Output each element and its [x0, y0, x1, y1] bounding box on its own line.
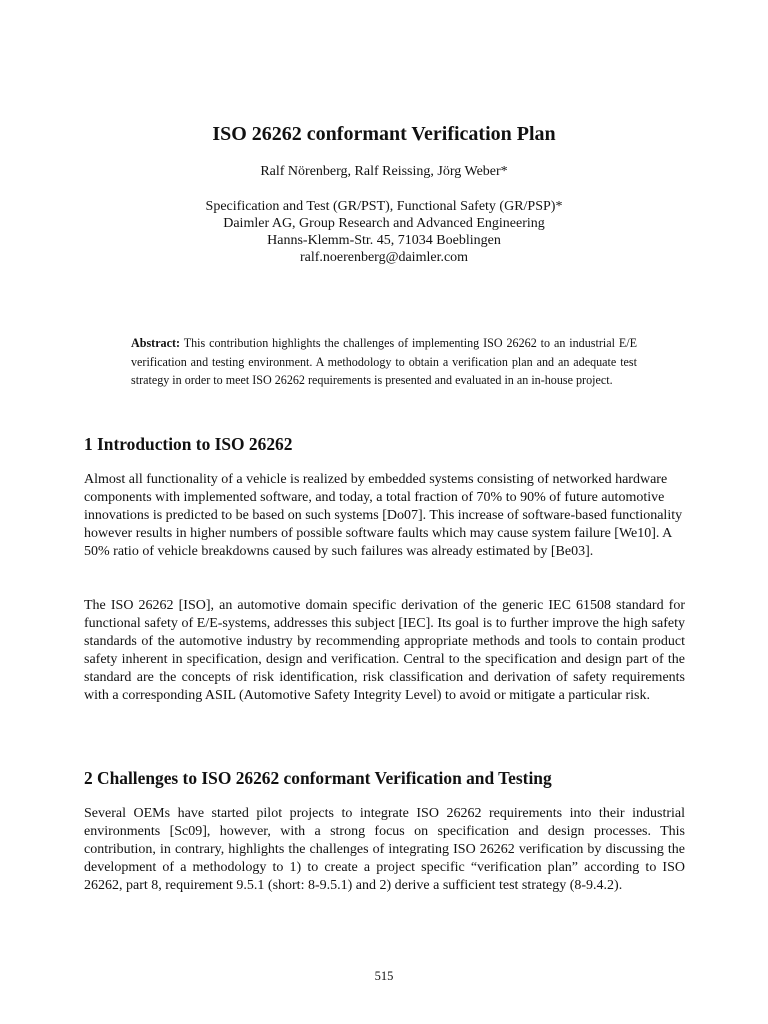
page-number: 515 [374, 969, 394, 983]
affiliation-block [0, 198, 768, 266]
abstract [131, 334, 637, 390]
section-heading-introduction: 1 Introduction to ISO 26262 [84, 434, 293, 454]
section-2-paragraph-1: Several OEMs have started pilot projects to integrate ISO 26262 requirements into their industrial environments [Sc09], however, with a strong focus on specification and design processes. This contribution, in contrary, highlights the challenges of integrating ISO 26262 verification by discussing the development of a methodology to 1) to create a project specific “verification plan” according to ISO 26262, part 8, requirement 9.5.1 (short: 8-9.5.1) and 2) derive a sufficient test strategy (8-9.4.2). [84, 806, 685, 893]
paper-title: ISO 26262 conformant Verification Plan [212, 123, 556, 145]
author-list: Ralf Nörenberg, Ralf Reissing, Jörg Weber* [260, 164, 508, 179]
section-1-paragraph-2: The ISO 26262 [ISO], an automotive domain specific derivation of the generic IEC 61508 standard for functional safety of E/E-systems, addresses this subject [IEC]. Its goal is to further improve the high safety standards of the automotive industry by recommending appropriate methods and tools to contain product safety inherent in specification, design and verification. Central to the specification and design part of the standard are the concepts of risk identification, risk classification and derivation of safety requirements with a corresponding ASIL (Automotive Safety Integrity Level) to avoid or mitigate a particular risk. [84, 598, 685, 703]
section-heading-challenges: 2 Challenges to ISO 26262 conformant Verification and Testing [84, 768, 552, 788]
section-1-paragraph-1: Almost all functionality of a vehicle is realized by embedded systems consisting of networked hardware components with implemented software, and today, a total fraction of 70% to 90% of future automotive innovations is predicted to be based on such systems [Do07]. This increase of software-based functionality however results in higher numbers of possible software faults which may cause system failure [We10]. A 50% ratio of vehicle breakdowns caused by such failures was already estimated by [Be03]. [84, 472, 683, 559]
abstract-text: This contribution highlights the challenges of implementing ISO 26262 to an industrial E/E verification and testing environment. A methodology to obtain a verification plan and an adequate test strategy in order to meet ISO 26262 requirements is presented and evaluated in an in-house project. [131, 336, 637, 387]
abstract-label: Abstract: [131, 336, 181, 350]
affiliation-address: Hanns-Klemm-Str. 45, 71034 Boeblingen [267, 233, 501, 248]
affiliation-email: ralf.noerenberg@daimler.com [299, 250, 469, 265]
affiliation-departments: Specification and Test (GR/PST), Functional Safety (GR/PSP)* [205, 199, 563, 214]
affiliation-organization: Daimler AG, Group Research and Advanced Engineering [223, 216, 545, 231]
